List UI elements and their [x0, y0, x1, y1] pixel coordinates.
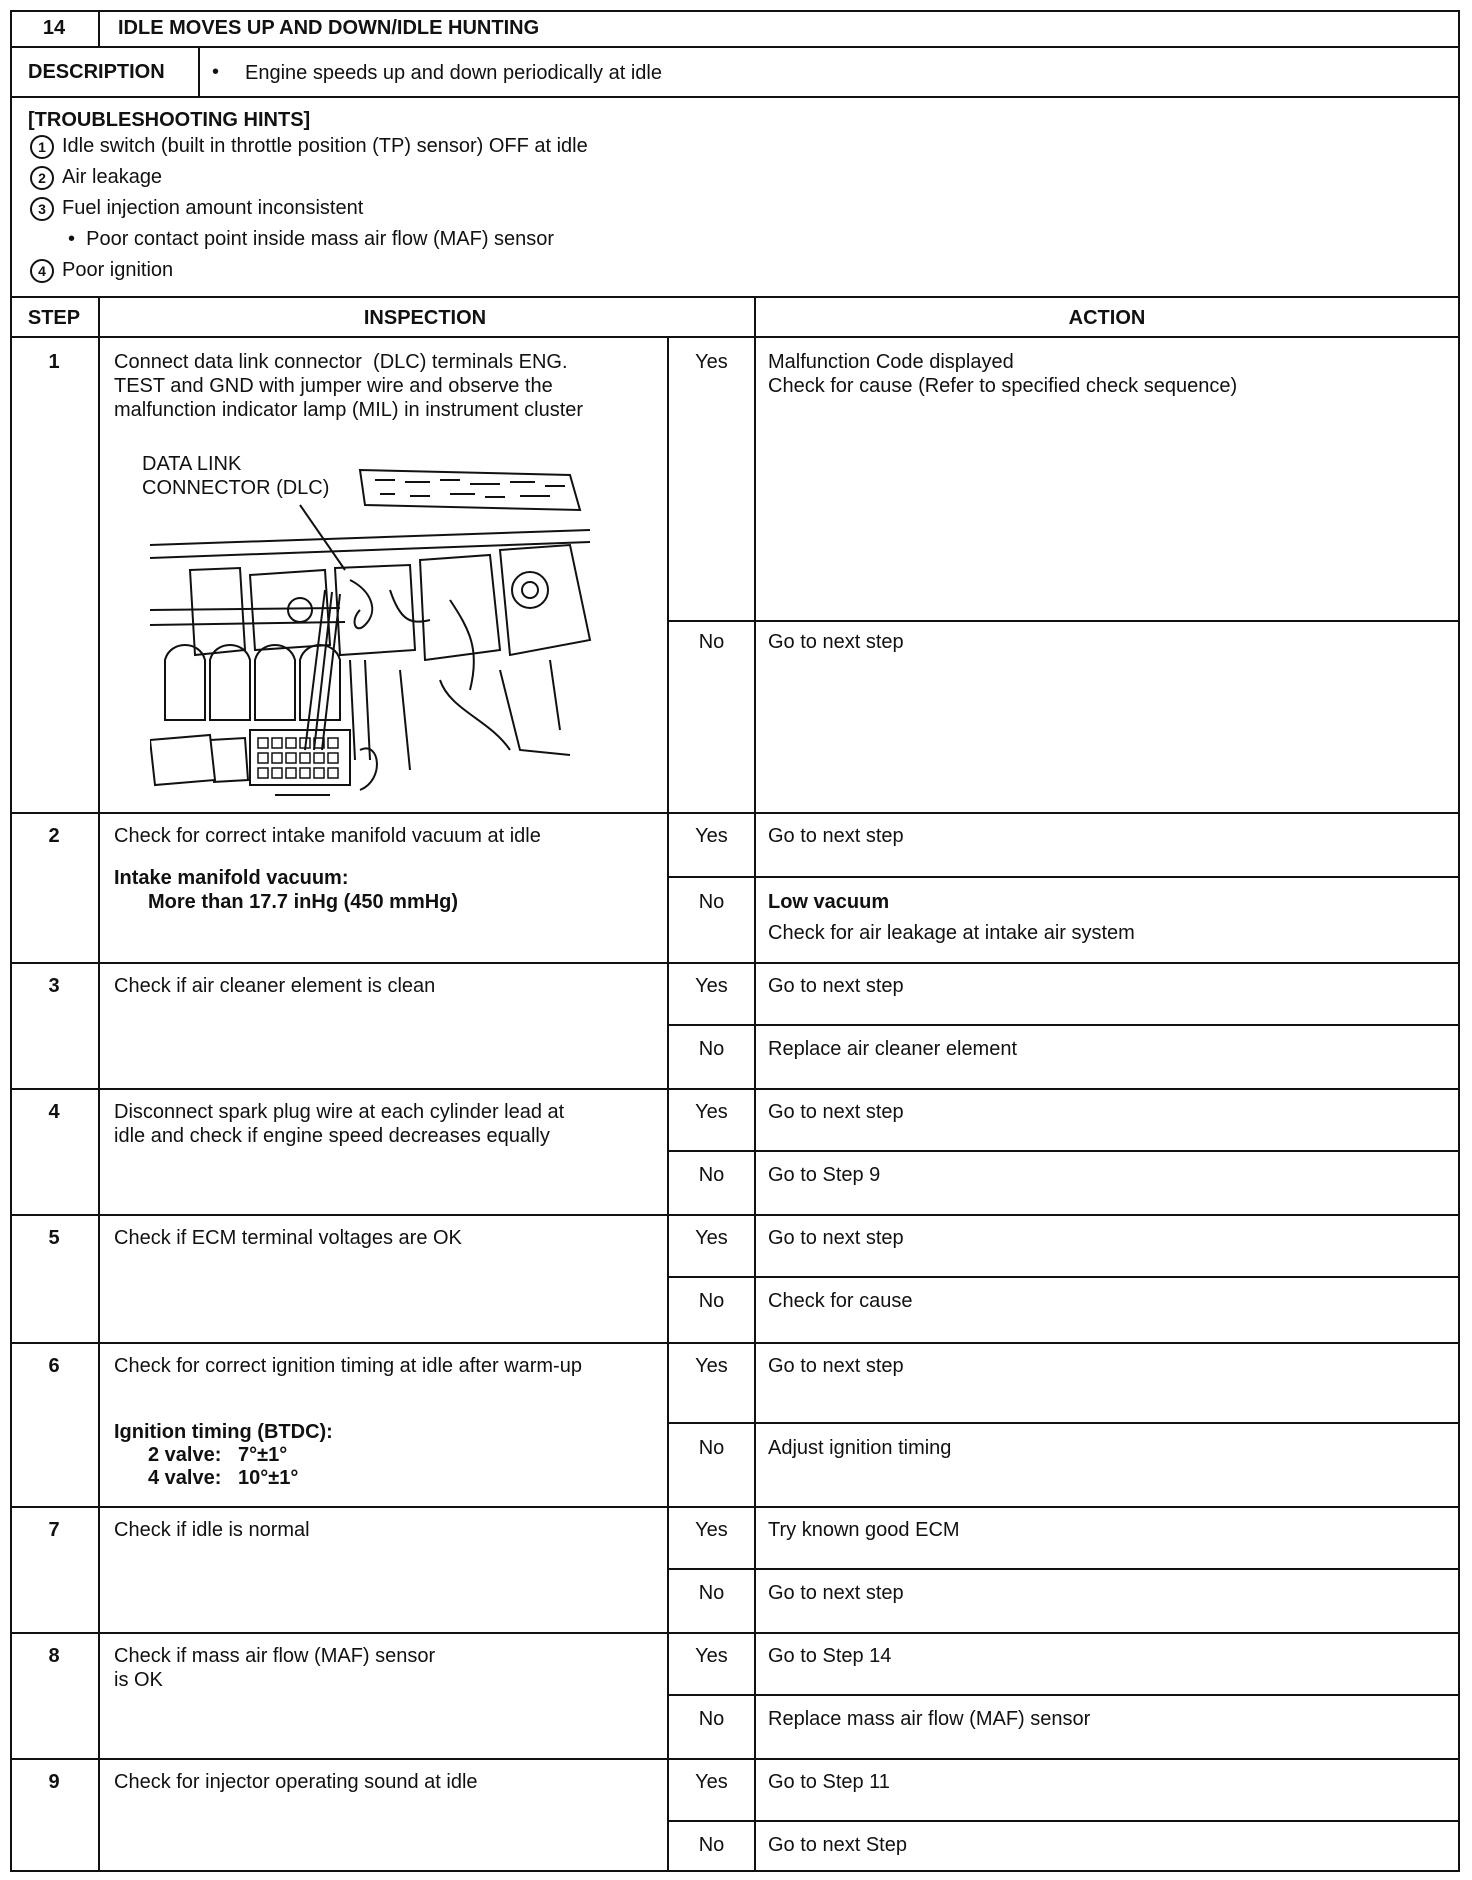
no-label: No: [698, 1437, 725, 1459]
inspection-text: Check if idle is normal: [114, 1519, 310, 1541]
column-inspection: INSPECTION: [363, 307, 487, 329]
troubleshooting-sheet: [10, 10, 1460, 1872]
column-action: ACTION: [1068, 307, 1146, 329]
engine-bay-illustration: [150, 450, 600, 800]
inspection-text: Check for injector operating sound at idle: [114, 1771, 478, 1793]
action-yes: Go to next step: [768, 975, 904, 997]
hint-text: Poor ignition: [62, 259, 174, 281]
divider: [667, 1276, 1460, 1278]
yes-label: Yes: [695, 1101, 728, 1123]
action-yes: Go to Step 11: [768, 1771, 890, 1793]
step-number: 9: [48, 1771, 60, 1793]
hint-number: 4: [30, 259, 54, 283]
no-label: No: [698, 1038, 725, 1060]
action-yes: Malfunction Code displayed Check for cause (Refer to specified check sequence): [768, 351, 1238, 397]
action-no: Adjust ignition timing: [768, 1437, 952, 1459]
divider: [667, 1150, 1460, 1152]
divider: [667, 620, 1460, 622]
no-label: No: [698, 631, 725, 653]
divider: [10, 46, 1460, 48]
action-no: Replace air cleaner element: [768, 1038, 1018, 1060]
yes-label: Yes: [695, 351, 728, 373]
inspection-text: Check if ECM terminal voltages are OK: [114, 1227, 462, 1249]
description-text: Engine speeds up and down periodically at idle: [245, 62, 662, 84]
action-yes: Go to Step 14: [768, 1645, 892, 1667]
divider: [10, 296, 1460, 298]
action-yes: Try known good ECM: [768, 1519, 960, 1541]
spec-line: 4 valve: 10°±1°: [148, 1467, 299, 1489]
divider: [667, 1820, 1460, 1822]
column-step: STEP: [27, 307, 81, 329]
dlc-label-line1: DATA LINK: [142, 453, 242, 475]
hint-item: [30, 258, 173, 283]
section-number: 14: [42, 17, 66, 39]
divider: [10, 1088, 1460, 1090]
no-label: No: [698, 1582, 725, 1604]
spec-line: 2 valve: 7°±1°: [148, 1444, 288, 1466]
hint-item: [30, 196, 363, 221]
hint-text: Fuel injection amount inconsistent: [62, 197, 364, 219]
action-no: Check for air leakage at intake air system: [768, 922, 1135, 944]
divider: [754, 296, 756, 1872]
action-yes: Go to next step: [768, 1101, 904, 1123]
step-number: 3: [48, 975, 60, 997]
description-label: DESCRIPTION: [28, 61, 165, 83]
yes-label: Yes: [695, 1645, 728, 1667]
yes-label: Yes: [695, 975, 728, 997]
hint-number: 1: [30, 135, 54, 159]
action-yes: Go to next step: [768, 825, 904, 847]
engine-bay-drawing: [150, 470, 590, 795]
step-number: 8: [48, 1645, 60, 1667]
hint-number: 2: [30, 166, 54, 190]
step-number: 6: [48, 1355, 60, 1377]
step-number: 5: [48, 1227, 60, 1249]
divider: [10, 1342, 1460, 1344]
divider: [98, 296, 100, 1872]
divider: [10, 1506, 1460, 1508]
inspection-text: Connect data link connector (DLC) terminals ENG. TEST and GND with jumper wire and observe the malfunction indicator lamp (MIL) in instrument cluster: [114, 351, 584, 421]
no-label: No: [698, 1708, 725, 1730]
hints-title: [TROUBLESHOOTING HINTS]: [28, 109, 311, 131]
divider: [10, 336, 1460, 338]
yes-label: Yes: [695, 825, 728, 847]
no-label: No: [698, 1290, 725, 1312]
hint-text: Idle switch (built in throttle position (TP) sensor) OFF at idle: [62, 135, 588, 157]
step-number: 7: [48, 1519, 60, 1541]
action-no: Replace mass air flow (MAF) sensor: [768, 1708, 1091, 1730]
inspection-text: Check if air cleaner element is clean: [114, 975, 436, 997]
divider: [10, 812, 1460, 814]
spec-value: More than 17.7 inHg (450 mmHg): [148, 891, 459, 913]
action-no: Go to next step: [768, 631, 904, 653]
divider: [10, 96, 1460, 98]
action-yes: Go to next step: [768, 1355, 904, 1377]
divider: [10, 1758, 1460, 1760]
no-label: No: [698, 1834, 725, 1856]
dlc-label-line2: CONNECTOR (DLC): [142, 477, 330, 499]
divider: [667, 1568, 1460, 1570]
inspection-text: Disconnect spark plug wire at each cylinder lead at idle and check if engine speed decreases equally: [114, 1101, 565, 1147]
no-label: No: [698, 1164, 725, 1186]
section-title: IDLE MOVES UP AND DOWN/IDLE HUNTING: [118, 17, 540, 39]
divider: [667, 1694, 1460, 1696]
description-bullet: •: [212, 61, 220, 83]
action-yes: Go to next step: [768, 1227, 904, 1249]
action-no: Check for cause: [768, 1290, 913, 1312]
divider: [667, 876, 1460, 878]
hint-subitem: [68, 227, 554, 251]
divider: [667, 1422, 1460, 1424]
spec-title: Ignition timing (BTDC):: [114, 1421, 333, 1443]
yes-label: Yes: [695, 1355, 728, 1377]
no-label: No: [698, 891, 725, 913]
yes-label: Yes: [695, 1519, 728, 1541]
hint-item: [30, 134, 588, 159]
hint-text: Poor contact point inside mass air flow (MAF) sensor: [86, 228, 555, 250]
inspection-text: Check for correct intake manifold vacuum at idle: [114, 825, 541, 847]
yes-label: Yes: [695, 1227, 728, 1249]
divider: [98, 10, 100, 46]
hint-text: Air leakage: [62, 166, 163, 188]
yes-label: Yes: [695, 1771, 728, 1793]
step-number: 1: [48, 351, 60, 373]
action-no: Go to next Step: [768, 1834, 907, 1856]
divider: [10, 1214, 1460, 1216]
divider: [10, 1632, 1460, 1634]
action-no: Go to next step: [768, 1582, 904, 1604]
divider: [198, 46, 200, 96]
step-number: 2: [48, 825, 60, 847]
divider: [667, 1024, 1460, 1026]
divider: [10, 962, 1460, 964]
hint-item: [30, 165, 162, 190]
step-number: 4: [48, 1101, 60, 1123]
hint-bullet: •: [68, 228, 87, 250]
spec-title: Intake manifold vacuum:: [114, 867, 349, 889]
hint-number: 3: [30, 197, 54, 221]
action-no: Go to Step 9: [768, 1164, 881, 1186]
action-no-title: Low vacuum: [768, 891, 890, 913]
inspection-text: Check for correct ignition timing at idle after warm-up: [114, 1355, 582, 1377]
inspection-text: Check if mass air flow (MAF) sensor is OK: [114, 1645, 436, 1691]
